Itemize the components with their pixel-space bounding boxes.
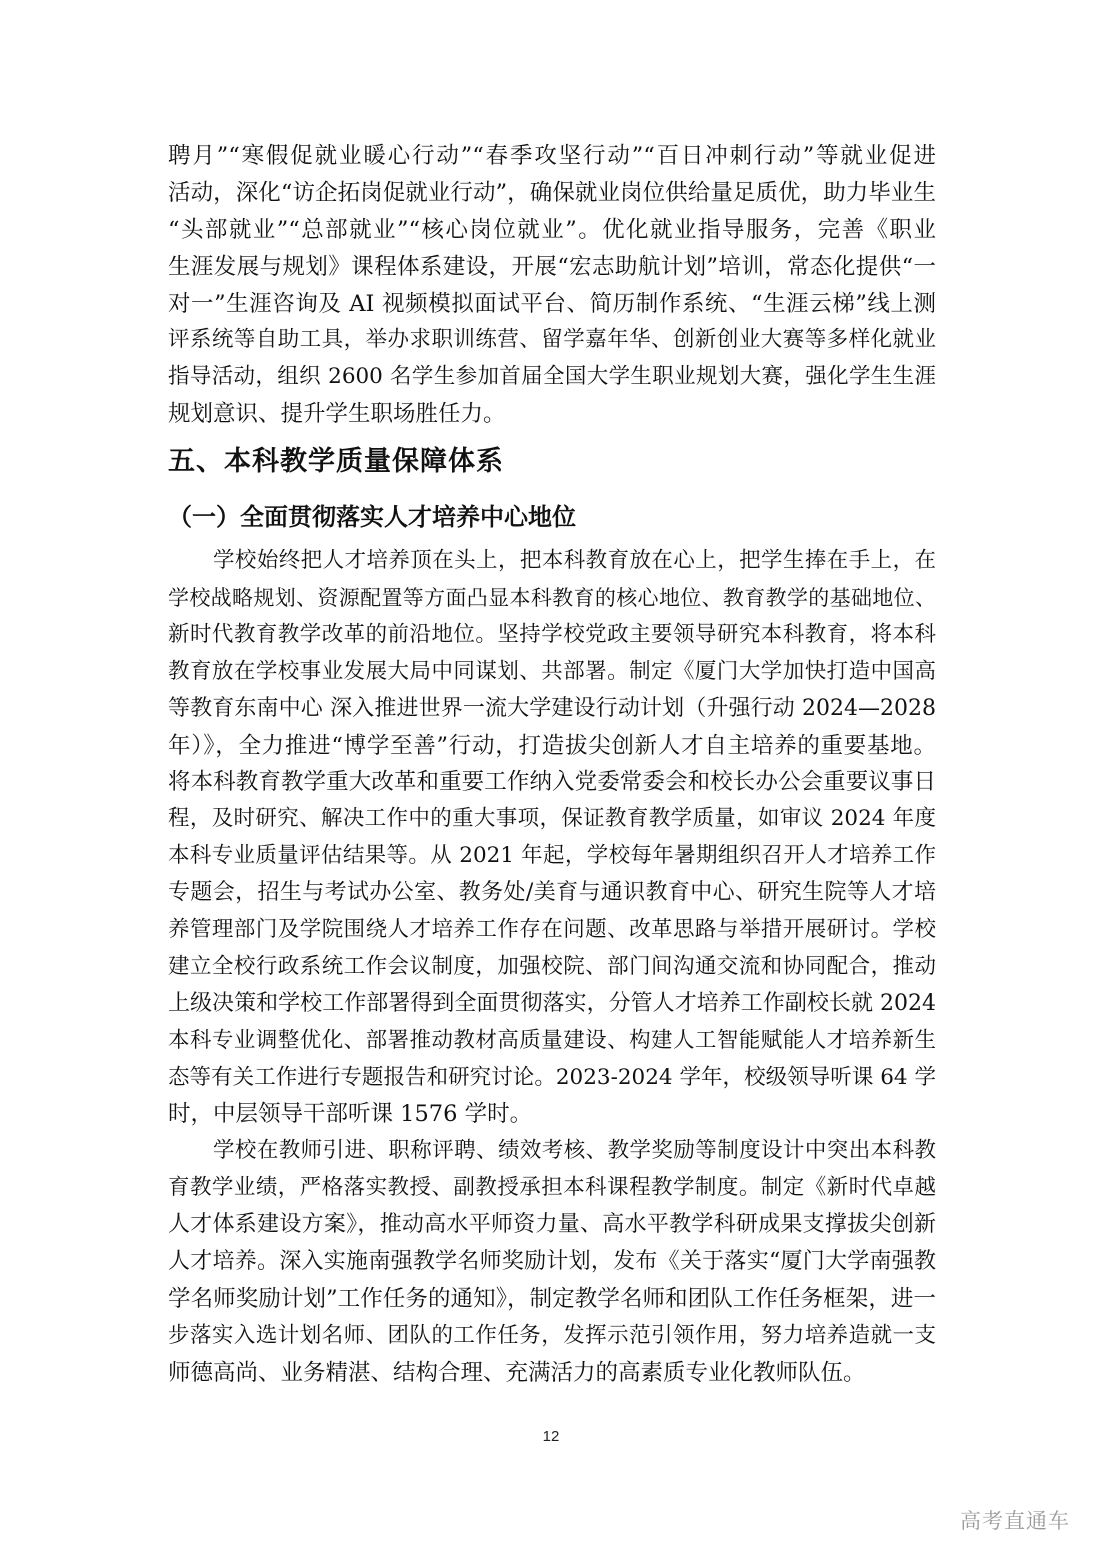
text-line: 育教学业绩，严格落实教授、副教授承担本科课程教学制度。制定《新时代卓越 bbox=[168, 1175, 936, 1201]
intro-paragraph bbox=[168, 138, 936, 433]
text-line: 上级决策和学校工作部署得到全面贯彻落实，分管人才培养工作副校长就 2024 bbox=[168, 990, 936, 1016]
text-line: 学名师奖励计划”工作任务的通知》，制定教学名师和团队工作任务框架，进一 bbox=[168, 1285, 936, 1312]
text-line: 养管理部门及学院围绕人才培养工作存在问题、改革思路与举措开展研讨。学校 bbox=[168, 917, 936, 943]
text-line: 学校在教师引进、职称评聘、绩效考核、教学奖励等制度设计中突出本科教 bbox=[213, 1138, 936, 1164]
text-line: 人才体系建设方案》，推动高水平师资力量、高水平教学科研成果支撑拔尖创新 bbox=[168, 1212, 936, 1238]
text-line: 生涯发展与规划》课程体系建设，开展“宏志助航计划”培训，常态化提供“一 bbox=[168, 253, 936, 280]
watermark: 高考直通车 bbox=[960, 1509, 1070, 1533]
text-line: 学校始终把人才培养顶在头上，把本科教育放在心上，把学生捧在手上，在 bbox=[213, 548, 936, 574]
page-number: 12 bbox=[542, 1428, 560, 1445]
paragraph-1 bbox=[168, 543, 936, 1133]
text-line: 将本科教育教学重大改革和重要工作纳入党委常委会和校长办公会重要议事日 bbox=[168, 769, 936, 796]
text-line: 评系统等自助工具，举办求职训练营、留学嘉年华、创新创业大赛等多样化就业 bbox=[168, 327, 936, 353]
text-line: 程，及时研究、解决工作中的重大事项，保证教育教学质量，如审议 2024 年度 bbox=[168, 806, 936, 832]
text-line: 对一”生涯咨询及 AI 视频模拟面试平台、简历制作系统、“生涯云梯”线上测 bbox=[168, 290, 936, 317]
text-line: 等教育东南中心 深入推进世界一流大学建设行动计划（升强行动 2024—2028 bbox=[168, 695, 936, 721]
text-line: 活动，深化“访企拓岗促就业行动”，确保就业岗位供给量足质优，助力毕业生 bbox=[168, 179, 936, 206]
text-line: 指导活动，组织 2600 名学生参加首届全国大学生职业规划大赛，强化学生生涯 bbox=[168, 364, 936, 390]
text-line: 教育放在学校事业发展大局中同谋划、共部署。制定《厦门大学加快打造中国高 bbox=[168, 658, 936, 684]
text-line: 建立全校行政系统工作会议制度，加强校院、部门间沟通交流和协同配合，推动 bbox=[168, 953, 936, 979]
page-content bbox=[168, 138, 936, 1392]
text-line: 聘月”“寒假促就业暖心行动”“春季攻坚行动”“百日冲刺行动”等就业促进 bbox=[168, 143, 936, 169]
text-line: 新时代教育教学改革的前沿地位。坚持学校党政主要领导研究本科教育，将本科 bbox=[168, 621, 936, 647]
text-line: 师德高尚、业务精湛、结构合理、充满活力的高素质专业化教师队伍。 bbox=[168, 1359, 866, 1386]
text-line: “头部就业”“总部就业”“核心岗位就业”。优化就业指导服务，完善《职业 bbox=[168, 216, 936, 243]
sub-heading: （一）全面贯彻落实人才培养中心地位 bbox=[168, 503, 576, 532]
text-line: 学校战略规划、资源配置等方面凸显本科教育的核心地位、教育教学的基础地位、 bbox=[168, 586, 936, 611]
text-line: 步落实入选计划名师、团队的工作任务，发挥示范引领作用，努力培养造就一支 bbox=[168, 1322, 936, 1348]
text-line: 本科专业质量评估结果等。从 2021 年起，学校每年暑期组织召开人才培养工作 bbox=[168, 843, 936, 869]
section-heading: 五、本科教学质量保障体系 bbox=[168, 446, 504, 478]
text-line: 规划意识、提升学生职场胜任力。 bbox=[168, 401, 506, 428]
text-line: 专题会，招生与考试办公室、教务处/美育与通识教育中心、研究生院等人才培 bbox=[168, 880, 936, 906]
text-line: 年）》，全力推进“博学至善”行动，打造拔尖创新人才自主培养的重要基地。 bbox=[168, 732, 936, 759]
text-line: 态等有关工作进行专题报告和研究讨论。2023-2024 学年，校级领导听课 64 学 bbox=[168, 1064, 936, 1090]
text-line: 人才培养。深入实施南强教学名师奖励计划，发布《关于落实“厦门大学南强教 bbox=[168, 1249, 936, 1275]
text-line: 时，中层领导干部听课 1576 学时。 bbox=[168, 1101, 533, 1128]
paragraph-2 bbox=[168, 1133, 936, 1391]
text-line: 本科专业调整优化、部署推动教材高质量建设、构建人工智能赋能人才培养新生 bbox=[168, 1027, 936, 1053]
